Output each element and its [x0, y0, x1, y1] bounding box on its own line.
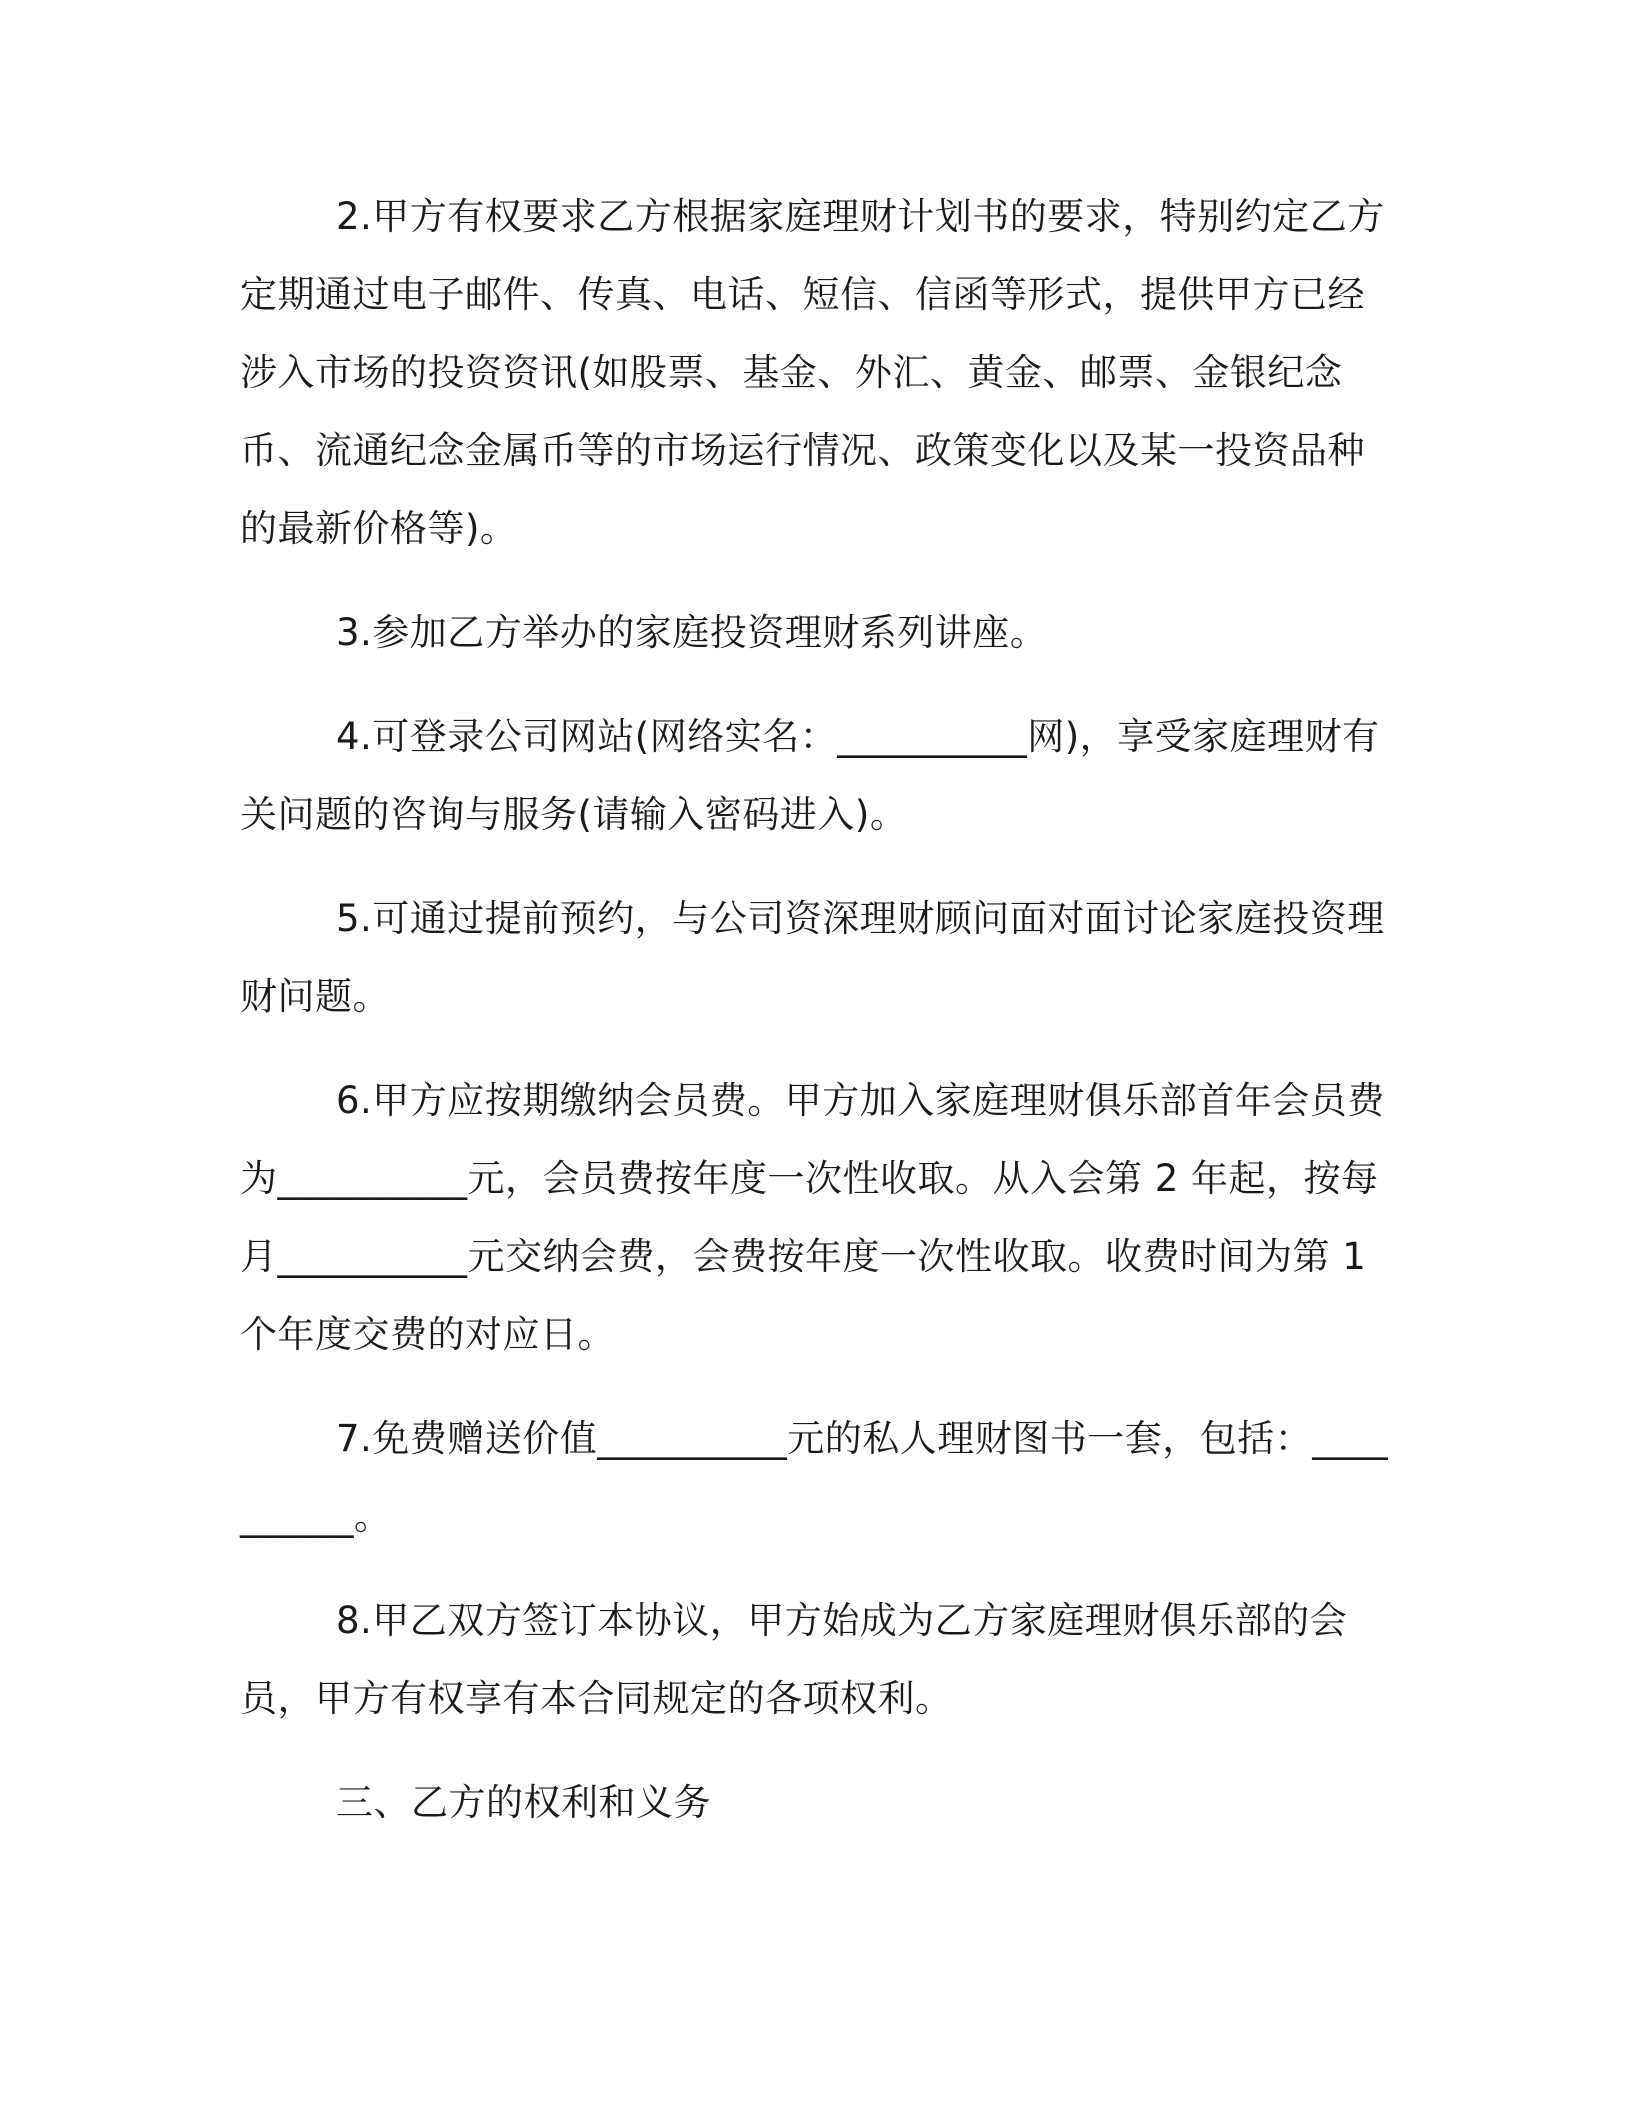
section-heading: 三、乙方的权利和义务: [336, 1781, 711, 1824]
clause-6: 6.甲方应按期缴纳会员费。甲方加入家庭理财俱乐部首年会员费为__________元，会员费按年度一次性收取。从入会第 2 年起，按每月__________元交纳会费，会费按年度一次性收取。收费时间为第 1 个年度交费的对应日。: [240, 1079, 1385, 1356]
document-body: [240, 178, 1390, 1842]
clause-8: 8.甲乙双方签订本协议，甲方始成为乙方家庭理财俱乐部的会员，甲方有权享有本合同规定的各项权利。: [240, 1599, 1348, 1720]
clause-2: 2.甲方有权要求乙方根据家庭理财计划书的要求，特别约定乙方定期通过电子邮件、传真、电话、短信、信函等形式，提供甲方已经涉入市场的投资资讯(如股票、基金、外汇、黄金、邮票、金银纪念币、流通纪念金属币等的市场运行情况、政策变化以及某一投资品种的最新价格等)。: [240, 195, 1385, 550]
clause-7: 7.免费赠送价值__________元的私人理财图书一套，包括：__________。: [240, 1417, 1389, 1538]
clause-3: 3.参加乙方举办的家庭投资理财系列讲座。: [336, 611, 1048, 654]
clause-5: 5.可通过提前预约，与公司资深理财顾问面对面讨论家庭投资理财问题。: [240, 897, 1385, 1018]
clause-4: 4.可登录公司网站(网络实名：__________网)，享受家庭理财有关问题的咨询与服务(请输入密码进入)。: [240, 715, 1380, 836]
